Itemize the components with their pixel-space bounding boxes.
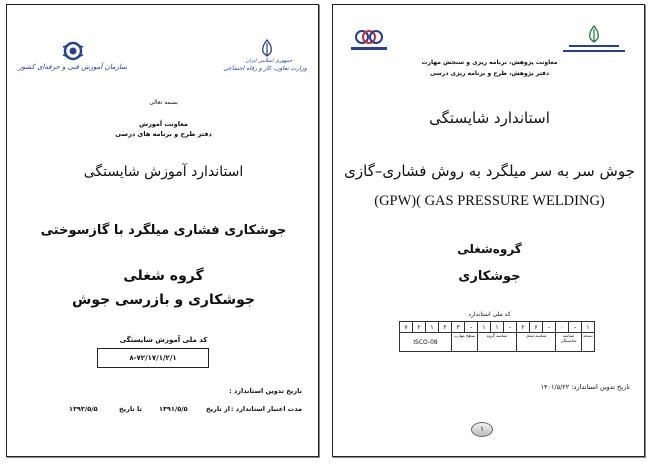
code-label-row: [400, 333, 595, 352]
course-title-en: (GPW)( GAS PRESSURE WELDING): [374, 193, 605, 209]
code-digit: -: [465, 322, 478, 333]
bismillah: بسمه تعالی: [149, 99, 178, 106]
course-title-fa: جوش سر به سر میلگرد به روش فشاری–گازی: [344, 162, 635, 180]
standard-title: استاندارد آموزش شایستگی: [83, 164, 244, 180]
code-digit-row: [400, 322, 595, 333]
validity-label: مدت اعتبار استاندارد :: [230, 405, 302, 413]
code-digit: ۱: [491, 322, 504, 333]
code-digit: ۲: [517, 322, 530, 333]
code-col-label: شناسه گروه: [478, 333, 517, 352]
ministry-logo-line2: وزارت تعاون، کار و رفاه اجتماعی: [223, 65, 307, 72]
national-code-table: [399, 321, 595, 352]
ministry-logo-line1: جمهوری اسلامی ایران: [245, 58, 293, 64]
standard-title: استاندارد شایستگی: [429, 109, 550, 127]
left-page: [6, 4, 319, 457]
course-title: جوشکاری فشاری میلگرد با گازسوختی: [40, 223, 287, 238]
code-digit: ۳: [452, 322, 465, 333]
from-date: ۱۳۹۱/۵/۵: [159, 405, 188, 413]
code-digit: ۱: [582, 322, 595, 333]
header-line1: معاونت پژوهش، برنامه ریزی و سنجش مهارت: [421, 59, 558, 66]
date-label: تاریخ تدوین استاندارد :: [229, 387, 302, 395]
page-number: ۱: [471, 422, 493, 437]
code-digit: -: [569, 322, 582, 333]
skills-logo-icon: [355, 27, 383, 47]
code-col-label: شناسه شایستگی: [556, 333, 582, 352]
to-date: ۱۳۹۳/۵/۵: [69, 405, 98, 413]
code-digit: ۲: [439, 322, 452, 333]
skills-logo-text: [351, 47, 387, 50]
code-col-label: شناسه شغل: [517, 333, 556, 352]
tvto-logo-icon: [59, 41, 87, 61]
group-label: گروه شغلی: [123, 268, 204, 284]
header-line2: دفتر پژوهش، طرح و برنامه ریزی درسی: [429, 70, 550, 77]
code-value: ۸-۷۲/۱۷/۱/۲/۱: [129, 354, 177, 362]
code-digit: -: [543, 322, 556, 333]
right-page: [332, 4, 645, 457]
iran-emblem-icon: [259, 39, 275, 57]
code-label: کد ملی استاندارد: [468, 311, 511, 318]
code-digit: ۷: [400, 322, 413, 333]
from-label: از تاریخ: [206, 405, 230, 413]
ministry-logo-bar: [569, 45, 619, 47]
code-digit: ۱: [478, 322, 491, 333]
code-label: کد ملی آموزش شایستگی: [119, 336, 208, 344]
group-label: گروه‌شغلی: [457, 242, 522, 256]
deputy-title: معاونت آموزش: [139, 120, 188, 128]
code-digit: ۲: [413, 322, 426, 333]
code-col-label: ISCO-08: [400, 333, 452, 352]
group-name: جوشکاری و بازرسی جوش: [72, 292, 255, 308]
ministry-logo-bar2: [563, 50, 625, 52]
date-line: تاریخ تدوین استاندارد: ۱۴۰۱/۵/۲۲: [540, 383, 630, 391]
code-digit: -: [504, 322, 517, 333]
group-name: جوشکاری: [458, 269, 521, 284]
code-col-label: نسخه: [582, 333, 595, 352]
iran-emblem-icon: [586, 25, 602, 43]
code-digit: ۱: [426, 322, 439, 333]
code-box: [97, 348, 209, 368]
code-digit: ۶: [530, 322, 543, 333]
code-digit: ۰: [556, 322, 569, 333]
office-title: دفتر طرح و برنامه های درسی: [115, 130, 212, 138]
code-col-label: سطح مهارت: [452, 333, 478, 352]
tvto-logo-text: سازمان آموزش فنی و حرفه‌ای کشور: [18, 63, 127, 71]
to-label: تا تاریخ: [119, 405, 142, 413]
